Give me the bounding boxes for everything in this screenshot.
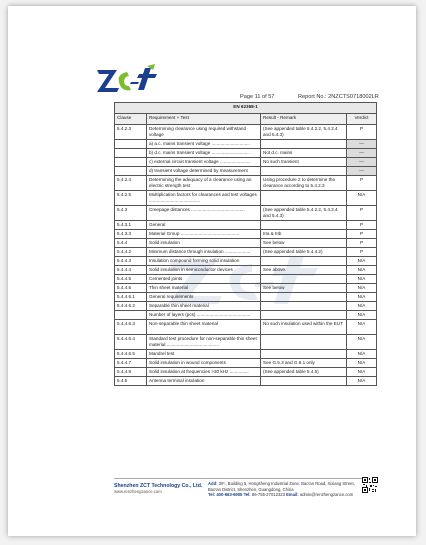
verdict-cell: N/A [347,275,377,284]
clause-cell: 5.4.4.6.5 [115,350,147,359]
requirement-cell: Solid insulation [147,239,261,248]
verdict-cell: N/A [347,350,377,359]
table-row [115,293,377,302]
report-page [32,18,392,524]
fax-label: Tel: [243,492,251,498]
verdict-cell: N/A [347,368,377,377]
requirement-cell: d) transient voltage determined by measurement [147,167,261,176]
verdict-cell: N/A [347,257,377,266]
verdict-cell: N/A [347,320,377,335]
remark-cell [261,377,347,386]
remark-cell: Not d.c. mains [261,149,347,158]
clause-cell: 5.4.4.6.4 [115,335,147,350]
clause-cell [115,158,147,167]
table-row [115,230,377,239]
clause-cell: 5.4.4.7 [115,359,147,368]
requirement-cell: Non-separable thin sheet material [147,320,261,335]
clause-cell: 5.4.4.6 [115,284,147,293]
fax-text: 86-755-27012323 [251,492,285,498]
clause-cell [115,140,147,149]
clause-cell: 5.4.3 [115,206,147,221]
verdict-cell: P [347,206,377,221]
requirement-cell: c) external circuit transient voltage ........................ [147,158,261,167]
remark-cell [261,335,347,350]
email-text: admin@renzhengzance.com [299,492,354,498]
address-label: Add: [208,481,218,486]
clause-cell: 5.4.4.2 [115,248,147,257]
column-header-clause: Clause [115,114,147,125]
table-row [115,311,377,320]
requirement-cell: Thin sheet material [147,284,261,293]
table-row [115,248,377,257]
clause-cell: 5.4.5 [115,377,147,386]
table-row [115,368,377,377]
qr-code-icon [362,477,378,493]
table-row [115,191,377,206]
remark-cell [261,257,347,266]
verdict-cell: P [347,239,377,248]
footer-website: www.renzhengzance.com [114,489,162,494]
requirement-cell: Mandrel test [147,350,261,359]
clause-cell: 5.4.4.3 [115,257,147,266]
verdict-cell: P [347,230,377,239]
remark-cell: (See appended table 5.4.4.2) [261,248,347,257]
verdict-cell: — [347,149,377,158]
table-row [115,284,377,293]
verdict-cell: N/A [347,302,377,311]
requirement-cell: Standard test procedure for non-separable thin sheet material.......................................... [147,335,261,350]
requirement-cell: Solid insulation in wound components [147,359,261,368]
requirement-cell: General [147,221,261,230]
verdict-cell: P [347,125,377,140]
clause-cell [115,311,147,320]
address-text: 3/F., Building 5, Hongsheng Industrial Zone, Bao'an Road, Xixiang Street, Bao'an District, Shenzhen, Guangdong, China [208,481,355,492]
table-row [115,140,377,149]
verdict-cell: P [347,248,377,257]
verdict-cell: N/A [347,359,377,368]
verdict-cell: N/A [347,293,377,302]
clause-cell: 5.4.4.6.1 [115,293,147,302]
requirement-cell: General requirements [147,293,261,302]
document-frame [8,6,416,536]
table-row [115,359,377,368]
table-row [115,206,377,221]
remark-cell: (See appended table 5.4.5) [261,368,347,377]
table-row [115,176,377,191]
requirement-cell: Material Group .............................................. [147,230,261,239]
column-header-remark: Result - Remark [261,114,347,125]
remark-cell: (See appended table 5.4.2.2, 5.4.2.4 and 5.4.3) [261,206,347,221]
verdict-cell: — [347,167,377,176]
report-number: Report No.: 2NZCTS0718002LR [298,94,379,100]
remark-cell [261,191,347,206]
requirement-cell: b) d.c. mains transient voltage .............................. [147,149,261,158]
clause-cell [115,167,147,176]
page-number: Page 11 of 57 [240,94,275,100]
remark-cell [261,140,347,149]
table-row [115,257,377,266]
table-row [115,239,377,248]
tel-text: 400-663-6905 [216,492,243,498]
table-row [115,275,377,284]
clause-cell [115,149,147,158]
requirement-cell: Number of layers (pcs) .......................................... [147,311,261,320]
table-row [115,149,377,158]
clause-table [114,102,377,386]
clause-cell: 5.4.2.4 [115,176,147,191]
requirement-cell: Minimum distance through insulation .................... [147,248,261,257]
requirement-cell: Determining clearance using required withstand voltage [147,125,261,140]
table-row [115,377,377,386]
verdict-cell: — [347,140,377,149]
remark-cell: Using procedure 2 to determine the clearance according to 5.4.2.3 [261,176,347,191]
requirement-cell: a) a.c. mains transient voltage .............................. [147,140,261,149]
remark-cell: No such insulation used within the EUT [261,320,347,335]
clause-cell: 5.4.4.4 [115,266,147,275]
verdict-cell: P [347,176,377,191]
verdict-cell: N/A [347,284,377,293]
table-row [115,302,377,311]
requirement-cell: Cemented joints [147,275,261,284]
verdict-cell: — [347,158,377,167]
clause-cell: 5.4.3.1 [115,221,147,230]
requirement-cell: Separable thin sheet material [147,302,261,311]
table-row [115,158,377,167]
requirement-cell: Solid insulation in semiconductor devices [147,266,261,275]
tel-label: Tel: [208,492,216,498]
remark-cell [261,302,347,311]
remark-cell: IIIa & IIIb [261,230,347,239]
requirement-cell: Creepage distances .......................................... [147,206,261,221]
clause-cell: 5.4.4 [115,239,147,248]
footer-divider [114,478,376,479]
remark-cell: See above. [261,266,347,275]
remark-cell [261,311,347,320]
clause-cell: 5.4.2.5 [115,191,147,206]
clause-cell: 5.4.4.6.2 [115,302,147,311]
verdict-cell: N/A [347,191,377,206]
column-header-requirement: Requirement + Test [147,114,261,125]
requirement-cell: Antenna terminal insulation [147,377,261,386]
remark-cell [261,293,347,302]
verdict-cell: N/A [347,335,377,350]
footer-company: Shenzhen ZCT Technology Co., Ltd. [114,483,203,489]
verdict-cell: P [347,221,377,230]
verdict-cell: N/A [347,377,377,386]
table-row [115,221,377,230]
remark-cell [261,167,347,176]
table-row [115,335,377,350]
clause-cell: 5.4.4.5 [115,275,147,284]
remark-cell [261,275,347,284]
table-row [115,125,377,140]
standard-title: EN 62368-1 [115,103,377,114]
verdict-cell: N/A [347,266,377,275]
requirement-cell: Determining the adequacy of a clearance using an electric strength test [147,176,261,191]
email-label: Email: [286,492,299,498]
remark-cell: See below [261,239,347,248]
remark-cell: See below [261,284,347,293]
remark-cell: See G.5.3 and G.6.1 only [261,359,347,368]
verdict-cell: N/A [347,311,377,320]
clause-cell: 5.4.3.3 [115,230,147,239]
table-row [115,167,377,176]
requirement-cell: Insulation compound forming solid insulation [147,257,261,266]
table-body [115,125,377,386]
requirement-cell: Solid insulation at frequencies >30 kHz ............... [147,368,261,377]
remark-cell [261,350,347,359]
remark-cell: No such transient [261,158,347,167]
remark-cell [261,221,347,230]
table-row [115,320,377,335]
column-header-verdict: Verdict [347,114,377,125]
clause-cell: 5.4.2.3 [115,125,147,140]
clause-cell: 5.4.4.9 [115,368,147,377]
clause-cell: 5.4.4.6.3 [115,320,147,335]
remark-cell: (See appended table 5.4.2.2, 5.4.2.4 and 5.4.3) [261,125,347,140]
table-row [115,266,377,275]
table-row [115,350,377,359]
zct-logo [93,62,163,98]
requirement-cell: Multiplication factors for clearances and test voltages ........................................ [147,191,261,206]
footer-contact [208,481,358,498]
